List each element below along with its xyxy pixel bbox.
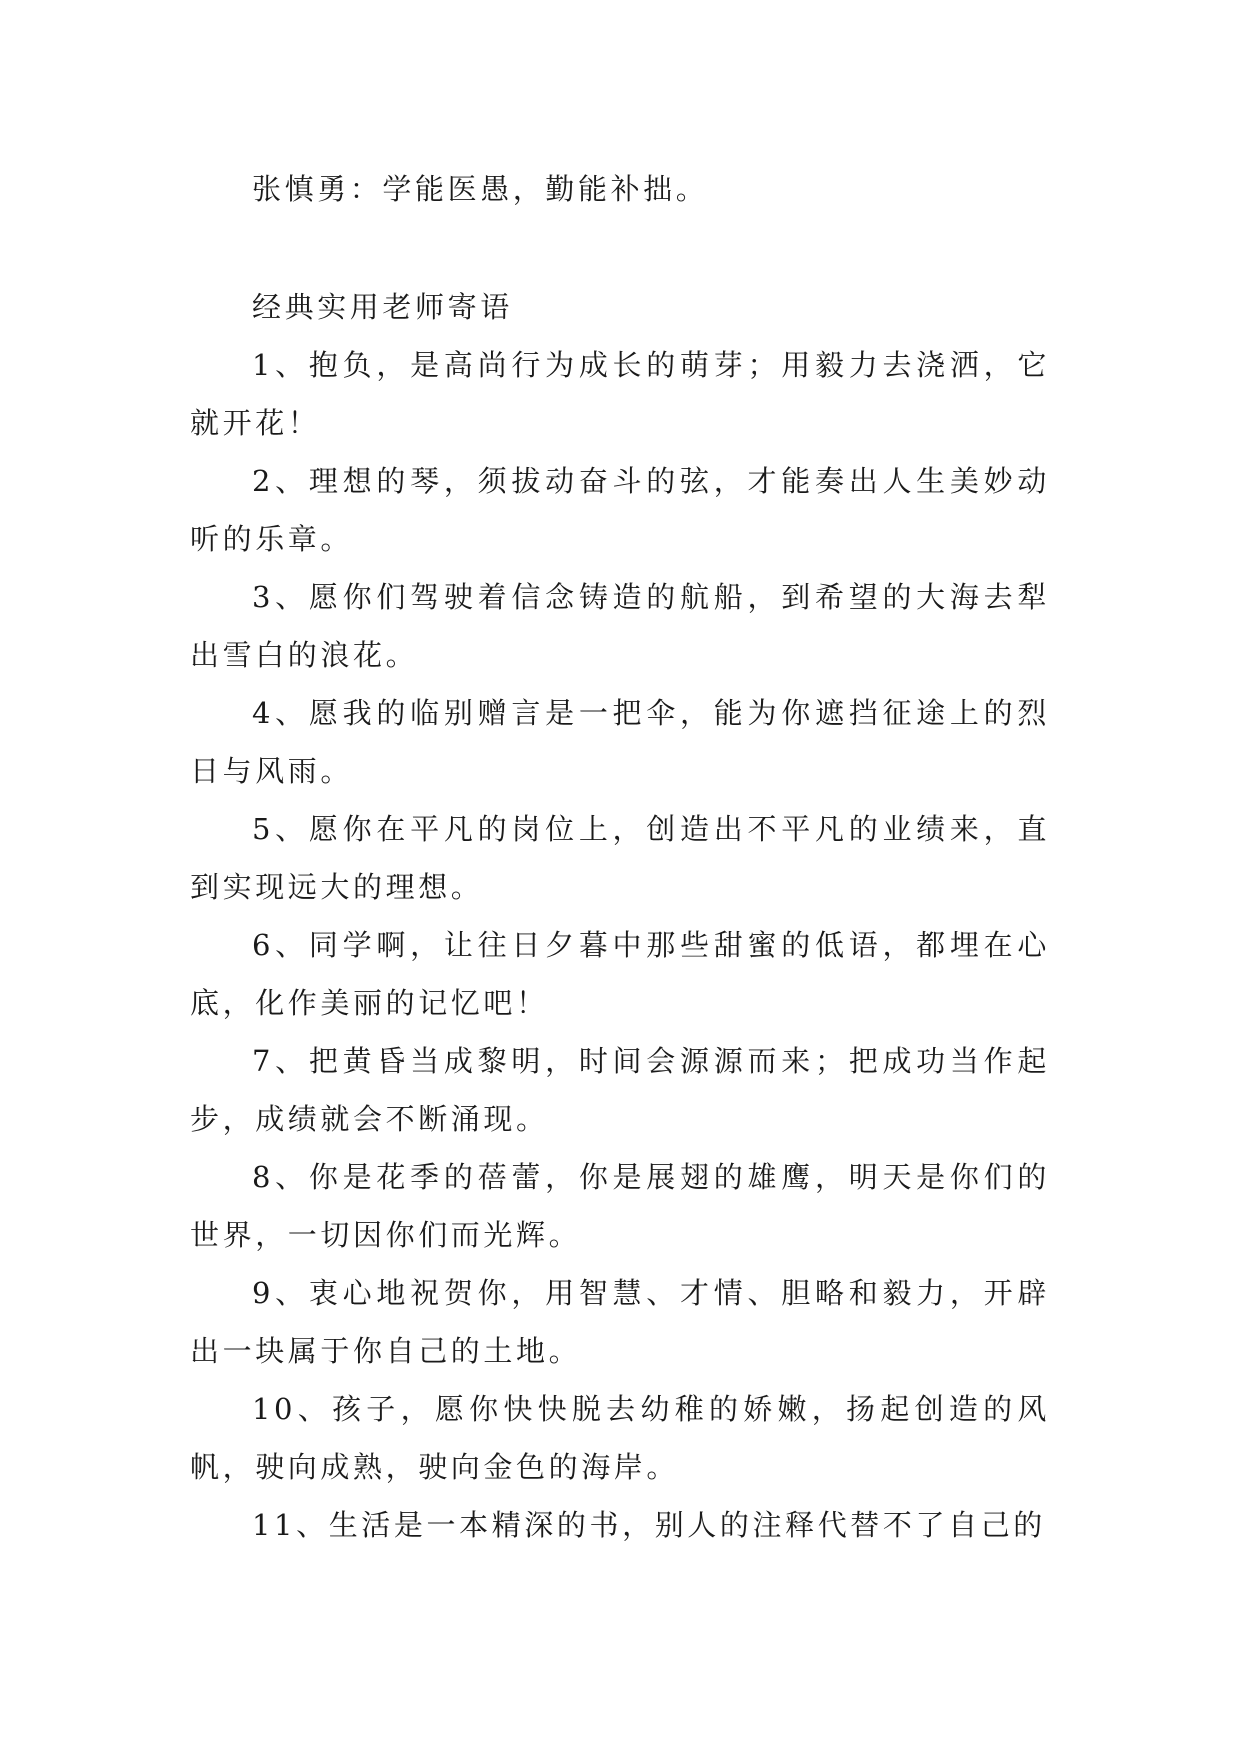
list-item: 1、抱负，是高尚行为成长的萌芽；用毅力去浇洒，它就开花！ <box>190 348 1050 440</box>
list-item: 7、把黄昏当成黎明，时间会源源而来；把成功当作起步，成绩就会不断涌现。 <box>190 1044 1050 1136</box>
list-item: 4、愿我的临别赠言是一把伞，能为你遮挡征途上的烈日与风雨。 <box>190 696 1050 788</box>
list-item: 8、你是花季的蓓蕾，你是展翅的雄鹰，明天是你们的世界，一切因你们而光辉。 <box>190 1160 1050 1252</box>
list-item: 11、生活是一本精深的书，别人的注释代替不了自己的 <box>252 1508 1046 1542</box>
quote-paragraph: 张慎勇：学能医愚，勤能补拙。 <box>252 172 709 206</box>
list-item: 10、孩子，愿你快快脱去幼稚的娇嫩，扬起创造的风帆，驶向成熟，驶向金色的海岸。 <box>190 1392 1050 1484</box>
list-item: 9、衷心地祝贺你，用智慧、才情、胆略和毅力，开辟出一块属于你自己的土地。 <box>190 1276 1050 1368</box>
list-item: 2、理想的琴，须拔动奋斗的弦，才能奏出人生美妙动听的乐章。 <box>190 464 1050 556</box>
list-item: 6、同学啊，让往日夕暮中那些甜蜜的低语，都埋在心底，化作美丽的记忆吧！ <box>190 928 1050 1020</box>
list-item: 3、愿你们驾驶着信念铸造的航船，到希望的大海去犁出雪白的浪花。 <box>190 580 1050 672</box>
section-heading: 经典实用老师寄语 <box>252 290 513 324</box>
list-item: 5、愿你在平凡的岗位上，创造出不平凡的业绩来，直到实现远大的理想。 <box>190 812 1050 904</box>
